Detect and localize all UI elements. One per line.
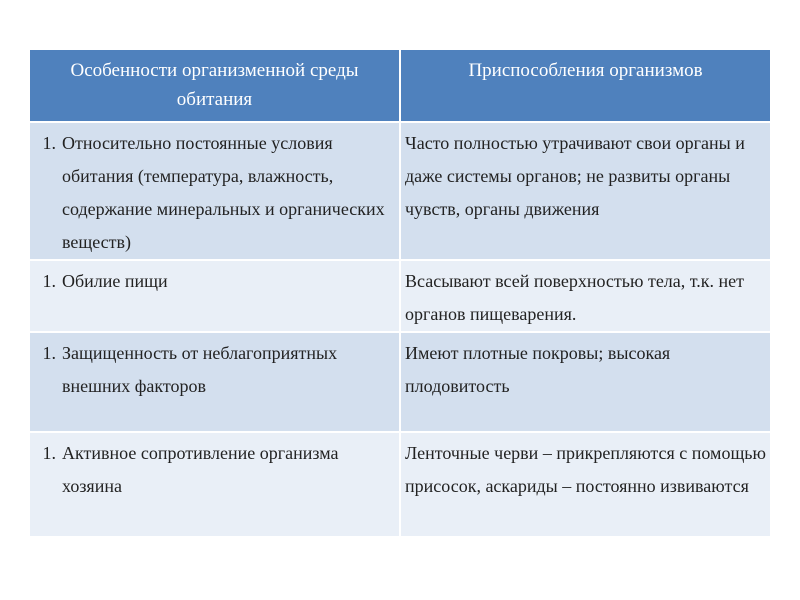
- feature-cell: [30, 122, 400, 260]
- feature-text: Защищенность от неблагоприятных внешних факторов: [62, 343, 338, 396]
- table-row: [30, 332, 770, 432]
- table-row: [30, 122, 770, 260]
- list-number: 1.: [42, 443, 56, 463]
- feature-text: Обилие пищи: [62, 271, 168, 291]
- feature-cell: [30, 432, 400, 536]
- list-number: 1.: [42, 133, 56, 153]
- adaptation-cell: Часто полностью утрачивают свои органы и даже системы органов; не развиты органы чувств, органы движения: [400, 122, 770, 260]
- table-row: [30, 432, 770, 536]
- table-row: [30, 260, 770, 332]
- list-number: 1.: [42, 343, 56, 363]
- header-organism-adaptations: Приспособления организмов: [400, 50, 770, 122]
- comparison-table: [30, 50, 770, 536]
- table-header-row: [30, 50, 770, 122]
- list-number: 1.: [42, 271, 56, 291]
- feature-cell: [30, 332, 400, 432]
- adaptation-cell: Имеют плотные покровы; высокая плодовитость: [400, 332, 770, 432]
- feature-text: Активное сопротивление организма хозяина: [62, 443, 339, 496]
- adaptation-cell: Всасывают всей поверхностью тела, т.к. нет органов пищеварения.: [400, 260, 770, 332]
- header-environment-features: Особенности организменной среды обитания: [30, 50, 400, 122]
- adaptation-cell: Ленточные черви – прикрепляются с помощью присосок, аскариды – постоянно извиваются: [400, 432, 770, 536]
- feature-cell: [30, 260, 400, 332]
- comparison-table-wrapper: [30, 50, 770, 536]
- feature-text: Относительно постоянные условия обитания (температура, влажность, содержание минеральных и органических веществ): [62, 133, 385, 252]
